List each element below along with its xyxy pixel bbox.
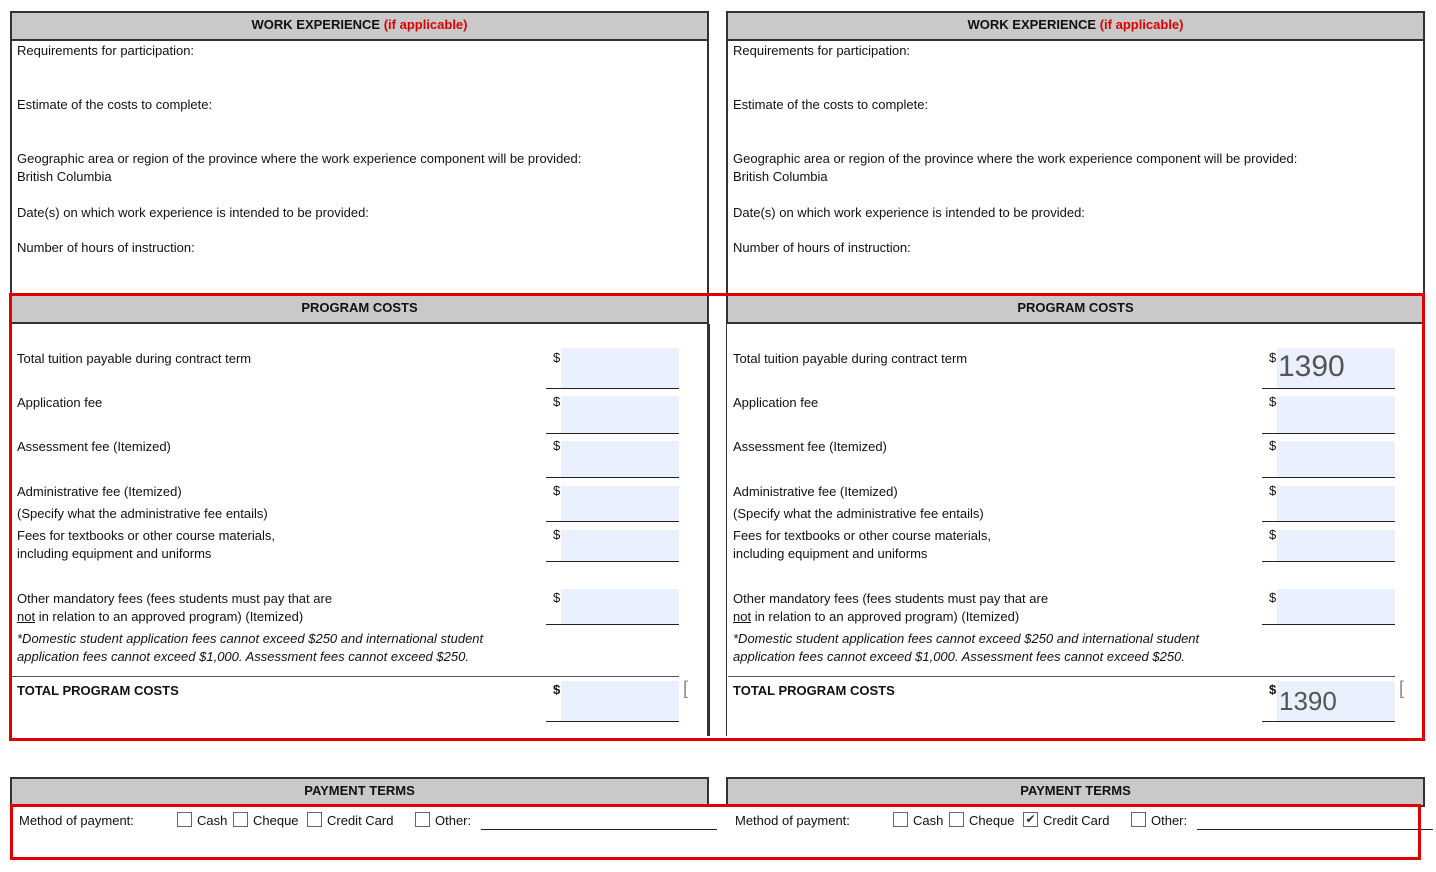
header-title: WORK EXPERIENCE xyxy=(967,17,1097,32)
textbooks-label-2: including equipment and uniforms xyxy=(17,546,212,561)
other-fees-text: in relation to an approved program) (Itemized) xyxy=(751,609,1020,624)
admin-label: Administrative fee (Itemized) xyxy=(17,484,182,499)
application-label: Application fee xyxy=(733,395,819,410)
header-title: WORK EXPERIENCE xyxy=(251,17,381,32)
dates-label: Date(s) on which work experience is intended to be provided: xyxy=(17,205,369,220)
credit-card-label: Credit Card xyxy=(327,813,394,828)
other-label: Other: xyxy=(435,813,472,828)
currency-symbol: $ xyxy=(1269,394,1277,409)
textbooks-label: Fees for textbooks or other course materials, xyxy=(733,528,991,543)
requirements-label: Requirements for participation: xyxy=(733,43,911,58)
payment-terms-header xyxy=(726,777,1425,807)
header-title: PROGRAM COSTS xyxy=(1017,300,1134,315)
header-title: PAYMENT TERMS xyxy=(1020,783,1131,798)
bracket: [ xyxy=(1399,678,1405,698)
other-fees-label: Other mandatory fees (fees students must pay that are xyxy=(17,591,333,606)
fee-note-1: *Domestic student application fees cannot exceed $250 and international student xyxy=(733,631,1200,646)
textbooks-label: Fees for textbooks or other course materials, xyxy=(17,528,275,543)
currency-symbol: $ xyxy=(553,590,561,605)
hours-label: Number of hours of instruction: xyxy=(733,240,911,255)
currency-symbol: $ xyxy=(553,527,561,542)
currency-symbol: $ xyxy=(553,483,561,498)
assessment-label: Assessment fee (Itemized) xyxy=(17,439,171,454)
application-label: Application fee xyxy=(17,395,103,410)
cash-label: Cash xyxy=(913,813,944,828)
currency-symbol: $ xyxy=(553,682,561,697)
header-note: (if applicable) xyxy=(383,17,468,32)
other-fees-text: in relation to an approved program) (Itemized) xyxy=(35,609,304,624)
method-label: Method of payment: xyxy=(19,813,134,828)
total-label: TOTAL PROGRAM COSTS xyxy=(733,683,895,698)
requirements-label: Requirements for participation: xyxy=(17,43,195,58)
method-label: Method of payment: xyxy=(735,813,850,828)
fee-note-1: *Domestic student application fees cannot exceed $250 and international student xyxy=(17,631,484,646)
currency-symbol: $ xyxy=(1269,527,1277,542)
tuition-label: Total tuition payable during contract term xyxy=(733,351,968,366)
total-label: TOTAL PROGRAM COSTS xyxy=(17,683,179,698)
geographic-label: Geographic area or region of the province where the work experience component will be provided: xyxy=(17,151,582,166)
currency-symbol: $ xyxy=(1269,483,1277,498)
check-icon: ✔ xyxy=(1025,812,1036,826)
dates-label: Date(s) on which work experience is intended to be provided: xyxy=(733,205,1085,220)
fee-note-2: application fees cannot exceed $1,000. Assessment fees cannot exceed $250. xyxy=(17,649,469,664)
header-note: (if applicable) xyxy=(1099,17,1184,32)
cheque-label: Cheque xyxy=(969,813,1015,828)
credit-card-label: Credit Card xyxy=(1043,813,1110,828)
currency-symbol: $ xyxy=(553,438,561,453)
currency-symbol: $ xyxy=(1269,438,1277,453)
cash-label: Cash xyxy=(197,813,228,828)
work-experience-header xyxy=(726,11,1425,41)
currency-symbol: $ xyxy=(1269,350,1277,365)
other-label: Other: xyxy=(1151,813,1188,828)
currency-symbol: $ xyxy=(1269,682,1277,697)
tuition-value: 1390 xyxy=(1278,350,1345,383)
admin-label: Administrative fee (Itemized) xyxy=(733,484,898,499)
currency-symbol: $ xyxy=(553,350,561,365)
total-value: 1390 xyxy=(1279,686,1337,716)
highlight-payment-method xyxy=(10,804,1421,860)
header-title: PROGRAM COSTS xyxy=(301,300,418,315)
hours-label: Number of hours of instruction: xyxy=(17,240,195,255)
textbooks-label-2: including equipment and uniforms xyxy=(733,546,928,561)
other-fees-label: Other mandatory fees (fees students must pay that are xyxy=(733,591,1049,606)
geographic-value: British Columbia xyxy=(17,169,112,184)
admin-specify-label: (Specify what the administrative fee entails) xyxy=(17,506,268,521)
estimate-label: Estimate of the costs to complete: xyxy=(733,97,929,112)
fee-note-2: application fees cannot exceed $1,000. Assessment fees cannot exceed $250. xyxy=(733,649,1185,664)
highlight-program-costs xyxy=(9,293,1425,741)
assessment-label: Assessment fee (Itemized) xyxy=(733,439,887,454)
estimate-label: Estimate of the costs to complete: xyxy=(17,97,213,112)
payment-terms-header xyxy=(10,777,709,807)
admin-specify-label: (Specify what the administrative fee entails) xyxy=(733,506,984,521)
currency-symbol: $ xyxy=(553,394,561,409)
tuition-label: Total tuition payable during contract term xyxy=(17,351,252,366)
not-emphasis: not xyxy=(733,609,752,624)
geographic-label: Geographic area or region of the province where the work experience component will be provided: xyxy=(733,151,1298,166)
geographic-value: British Columbia xyxy=(733,169,828,184)
cheque-label: Cheque xyxy=(253,813,299,828)
currency-symbol: $ xyxy=(1269,590,1277,605)
not-emphasis: not xyxy=(17,609,36,624)
bracket: [ xyxy=(683,678,689,698)
work-experience-header xyxy=(10,11,709,41)
header-title: PAYMENT TERMS xyxy=(304,783,415,798)
